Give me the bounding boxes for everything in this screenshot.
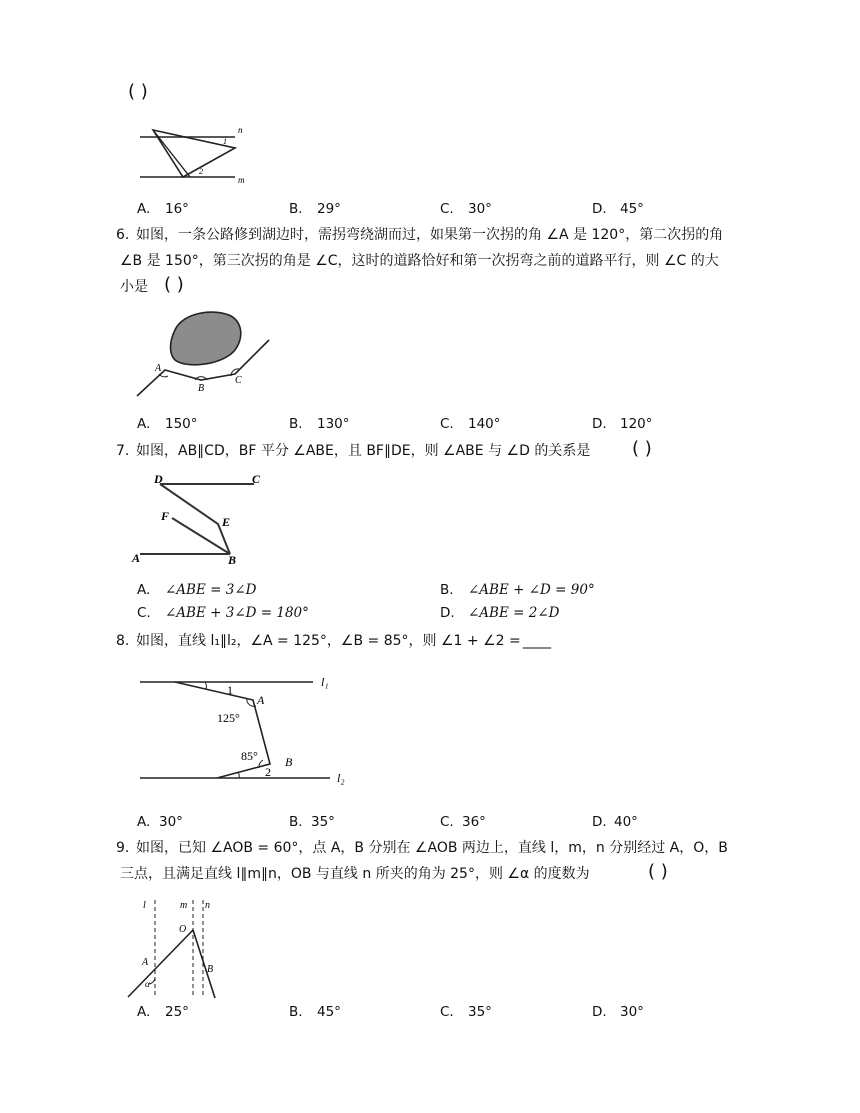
q8-label-85: 85°	[241, 749, 258, 763]
option-label: C.	[440, 814, 454, 830]
q8-label-125: 125°	[217, 711, 240, 725]
option-value: 29°	[317, 201, 341, 217]
option-label: C.	[440, 1004, 454, 1020]
option-label: B.	[289, 416, 303, 432]
option-label: A.	[137, 201, 151, 217]
q7-label-c: C	[252, 472, 261, 486]
option-value: 130°	[317, 416, 350, 432]
q7-label-d: D	[154, 472, 163, 486]
q8-label-b: B	[285, 755, 293, 769]
q6-answer-paren: ( )	[164, 274, 184, 295]
q5-option-d[interactable]	[592, 201, 644, 217]
q5-angle-1: 1	[223, 137, 227, 146]
option-label: A.	[137, 416, 151, 432]
q6-stem-line2: ∠B 是 150°，第三次拐的角是 ∠C，这时的道路恰好和第一次拐弯之前的道路平行，则 ∠C 的大	[120, 253, 719, 269]
option-label: D.	[592, 416, 607, 432]
option-value: 35°	[311, 814, 335, 830]
option-value: 120°	[620, 416, 653, 432]
option-label: B.	[440, 582, 454, 598]
option-value: ∠ABE = 3∠D	[165, 582, 257, 598]
option-value: 16°	[165, 201, 189, 217]
q5-angle-2: 2	[199, 167, 203, 176]
q7-label-b: B	[228, 553, 237, 567]
q8-label-a: A	[257, 693, 265, 707]
q8-label-l2: l₂	[337, 771, 345, 785]
q7-option-c[interactable]	[137, 605, 309, 621]
q7-label-f: F	[161, 509, 170, 523]
q5-option-a[interactable]	[137, 201, 189, 217]
q8-polyline	[175, 682, 270, 778]
q8-answer-blank[interactable]: ____	[523, 633, 551, 649]
option-value: 45°	[317, 1004, 341, 1020]
q5-answer-paren: ( )	[128, 81, 148, 102]
q9-label-m: m	[180, 900, 188, 911]
option-label: D.	[592, 1004, 607, 1020]
q9-option-c[interactable]	[440, 1004, 492, 1020]
q5-option-b[interactable]	[289, 201, 341, 217]
q8-stem-line1: 如图，直线 l₁∥l₂，∠A = 125°，∠B = 85°，则 ∠1 + ∠2 =	[136, 633, 521, 649]
q5-figure	[135, 120, 250, 188]
q9-answer-paren: ( )	[648, 861, 668, 882]
option-label: D.	[440, 605, 455, 621]
q5-option-c[interactable]	[440, 201, 492, 217]
q9-option-b[interactable]	[289, 1004, 341, 1020]
q6-option-b[interactable]	[289, 416, 350, 432]
option-label: B.	[289, 201, 303, 217]
q7-answer-paren: ( )	[632, 438, 652, 459]
q7-number: 7.	[116, 443, 130, 459]
q9-ray-oa	[128, 930, 193, 997]
option-label: B.	[289, 814, 303, 830]
q8-label-l1: l₁	[321, 675, 329, 689]
q7-label-e: E	[222, 515, 231, 529]
option-value: 140°	[468, 416, 501, 432]
q7-label-a: A	[132, 551, 141, 565]
option-value: 150°	[165, 416, 198, 432]
option-value: ∠ABE + 3∠D = 180°	[165, 605, 309, 621]
q9-number: 9.	[116, 840, 130, 856]
q9-stem-line1: 如图，已知 ∠AOB = 60°，点 A，B 分别在 ∠AOB 两边上，直线 l，m，n 分别经过 A，O，B	[136, 840, 728, 856]
q9-arc-alpha	[149, 978, 155, 984]
option-value: ∠ABE + ∠D = 90°	[468, 582, 595, 598]
q9-figure	[125, 894, 230, 1002]
q9-option-a[interactable]	[137, 1004, 189, 1020]
q6-number: 6.	[116, 227, 130, 243]
option-value: 30°	[468, 201, 492, 217]
option-value: 25°	[165, 1004, 189, 1020]
option-label: B.	[289, 1004, 303, 1020]
option-value: 30°	[620, 1004, 644, 1020]
q6-stem-line3: 小是	[120, 279, 148, 295]
q9-stem-line2: 三点，且满足直线 l∥m∥n，OB 与直线 n 所夹的角为 25°，则 ∠α 的度数为	[120, 866, 590, 882]
q8-option-d[interactable]	[592, 814, 638, 830]
q8-arc-1	[205, 682, 206, 689]
q9-label-o: O	[179, 924, 187, 935]
q6-label-b: B	[198, 383, 205, 394]
q9-label-l: l	[143, 900, 146, 911]
q6-figure	[135, 308, 275, 400]
option-value: 40°	[614, 814, 638, 830]
q7-option-b[interactable]	[440, 582, 595, 598]
option-label: D.	[592, 814, 607, 830]
q9-label-alpha: α	[145, 979, 150, 989]
q9-label-n: n	[205, 900, 210, 911]
q6-stem-line1: 如图，一条公路修到湖边时，需拐弯绕湖而过，如果第一次拐的角 ∠A 是 120°，第二次拐的角	[136, 227, 724, 243]
q8-option-b[interactable]	[289, 814, 335, 830]
q9-label-b: B	[207, 964, 214, 975]
q8-arc-2	[238, 772, 239, 778]
q7-path-deb	[160, 484, 230, 554]
option-value: ∠ABE = 2∠D	[468, 605, 560, 621]
option-label: C.	[440, 201, 454, 217]
q9-option-d[interactable]	[592, 1004, 644, 1020]
q7-stem-line1: 如图，AB∥CD，BF 平分 ∠ABE，且 BF∥DE，则 ∠ABE 与 ∠D 的关系是	[136, 443, 591, 459]
q8-option-c[interactable]	[440, 814, 486, 830]
q8-figure	[135, 668, 360, 788]
q7-option-a[interactable]	[137, 582, 256, 598]
option-value: 45°	[620, 201, 644, 217]
q8-label-1: 1	[227, 683, 233, 697]
option-label: A.	[137, 582, 151, 598]
q6-option-c[interactable]	[440, 416, 501, 432]
q7-figure	[130, 468, 270, 570]
q5-label-n: n	[238, 125, 243, 135]
q8-number: 8.	[116, 633, 130, 649]
q8-option-a[interactable]	[137, 814, 183, 830]
q9-label-a: A	[142, 957, 149, 968]
q5-label-m: m	[238, 175, 245, 185]
option-value: 36°	[462, 814, 486, 830]
option-value: 30°	[159, 814, 183, 830]
option-value: 35°	[468, 1004, 492, 1020]
option-label: A.	[137, 814, 151, 830]
q6-option-d[interactable]	[592, 416, 653, 432]
q6-label-c: C	[235, 375, 242, 386]
option-label: A.	[137, 1004, 151, 1020]
q6-lake	[171, 312, 241, 365]
option-label: D.	[592, 201, 607, 217]
q6-option-a[interactable]	[137, 416, 198, 432]
option-label: C.	[440, 416, 454, 432]
q8-label-2: 2	[265, 765, 271, 779]
option-label: C.	[137, 605, 151, 621]
q6-label-a: A	[155, 363, 162, 374]
q7-option-d[interactable]	[440, 605, 559, 621]
